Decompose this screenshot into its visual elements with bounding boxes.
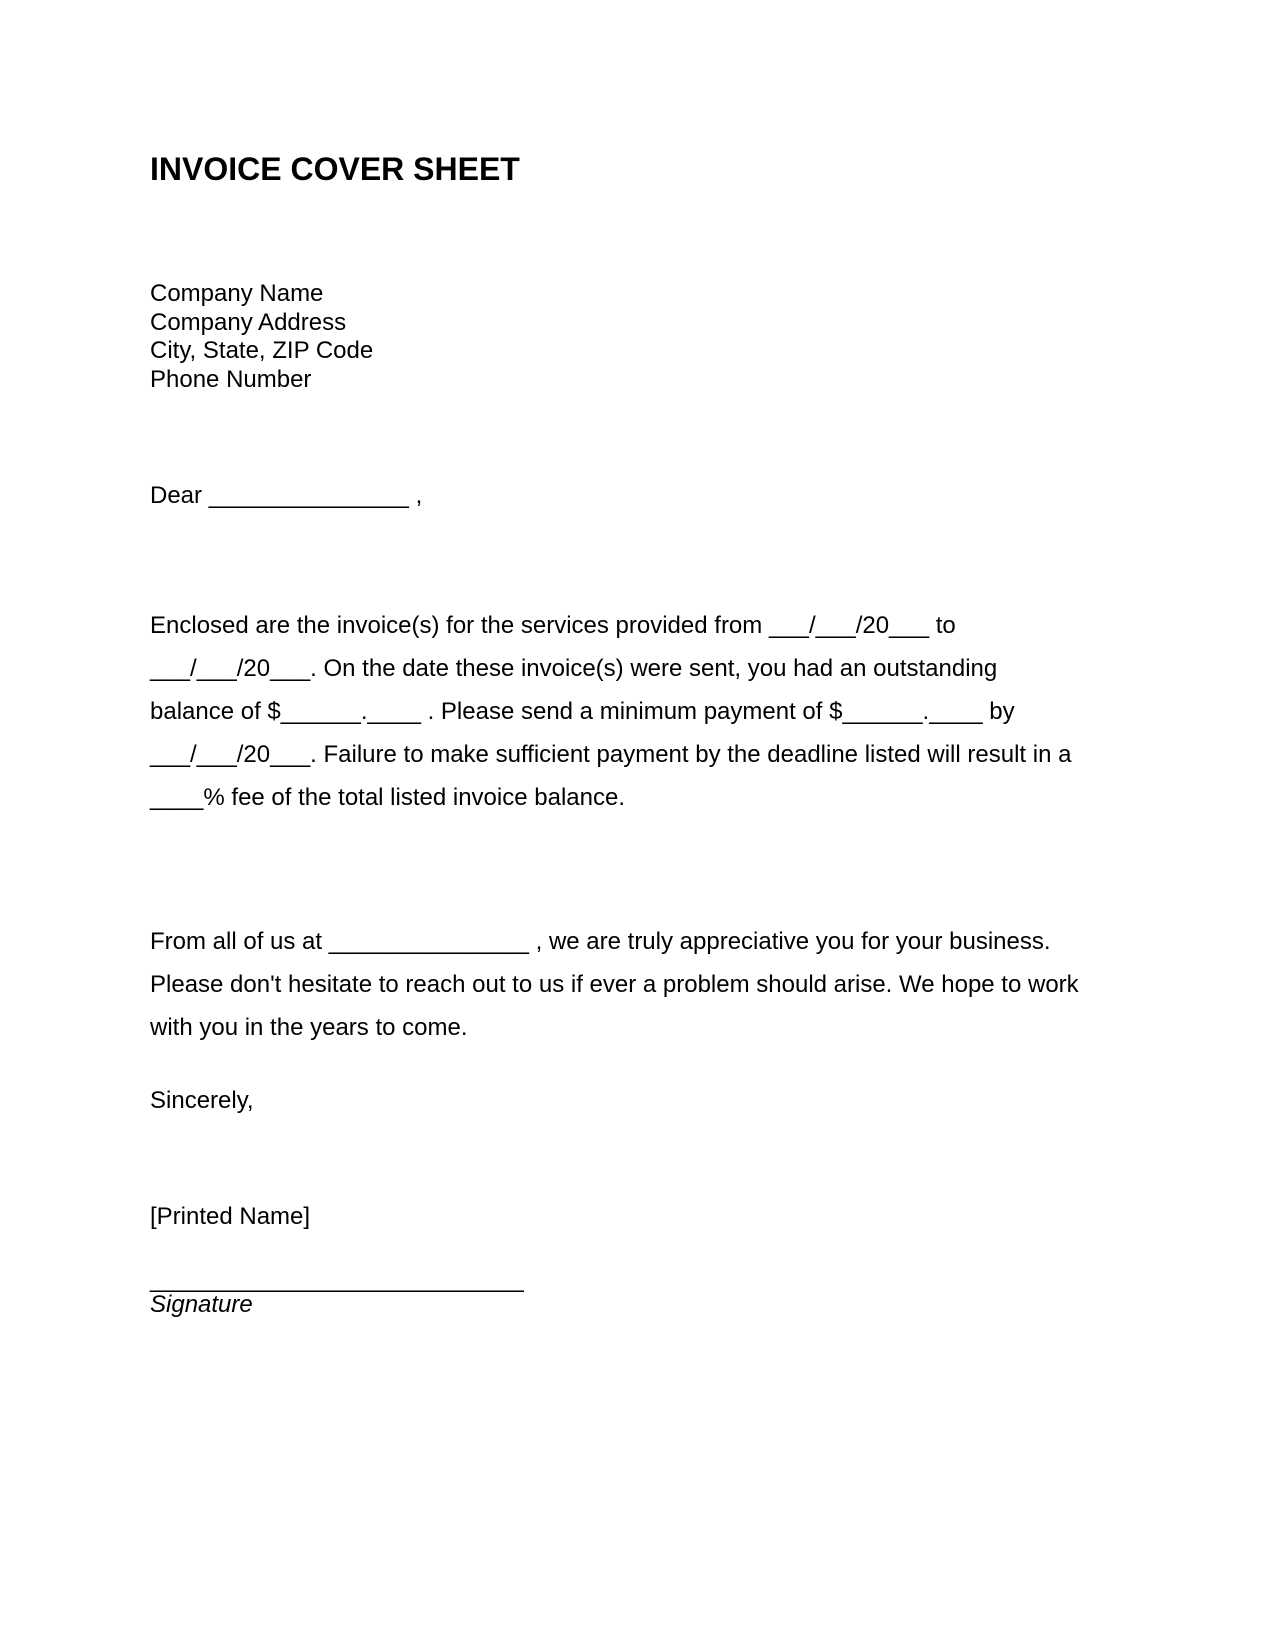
company-address: Company Address — [150, 308, 347, 336]
signature-line: ____________________________ — [150, 1266, 524, 1293]
appreciation-paragraph — [150, 920, 1079, 1049]
closing: Sincerely, — [150, 1087, 254, 1114]
paragraph-line: with you in the years to come. — [150, 1014, 468, 1041]
printed-name: [Printed Name] — [150, 1203, 311, 1230]
paragraph-line: Please don't hesitate to reach out to us if ever a problem should arise. We hope to work — [150, 971, 1079, 998]
paragraph-line: ___/___/20___. Failure to make sufficient payment by the deadline listed will result in a — [150, 741, 1072, 768]
paragraph-line: ___/___/20___. On the date these invoice(s) were sent, you had an outstanding — [150, 655, 998, 682]
phone-number: Phone Number — [150, 365, 312, 393]
paragraph-line: ____% fee of the total listed invoice balance. — [150, 784, 625, 811]
greeting: Dear _______________ , — [150, 482, 423, 509]
document-title: INVOICE COVER SHEET — [150, 151, 520, 187]
company-address-block — [150, 280, 373, 394]
paragraph-line: balance of $______.____ . Please send a minimum payment of $______.____ by — [150, 698, 1015, 725]
invoice-paragraph — [150, 604, 1071, 819]
paragraph-line: From all of us at _______________ , we are truly appreciative you for your business. — [150, 928, 1051, 955]
paragraph-line: Enclosed are the invoice(s) for the services provided from ___/___/20___ to — [150, 612, 956, 639]
signature-label: Signature — [150, 1291, 253, 1318]
company-name: Company Name — [150, 280, 324, 307]
city-state-zip: City, State, ZIP Code — [150, 337, 374, 364]
